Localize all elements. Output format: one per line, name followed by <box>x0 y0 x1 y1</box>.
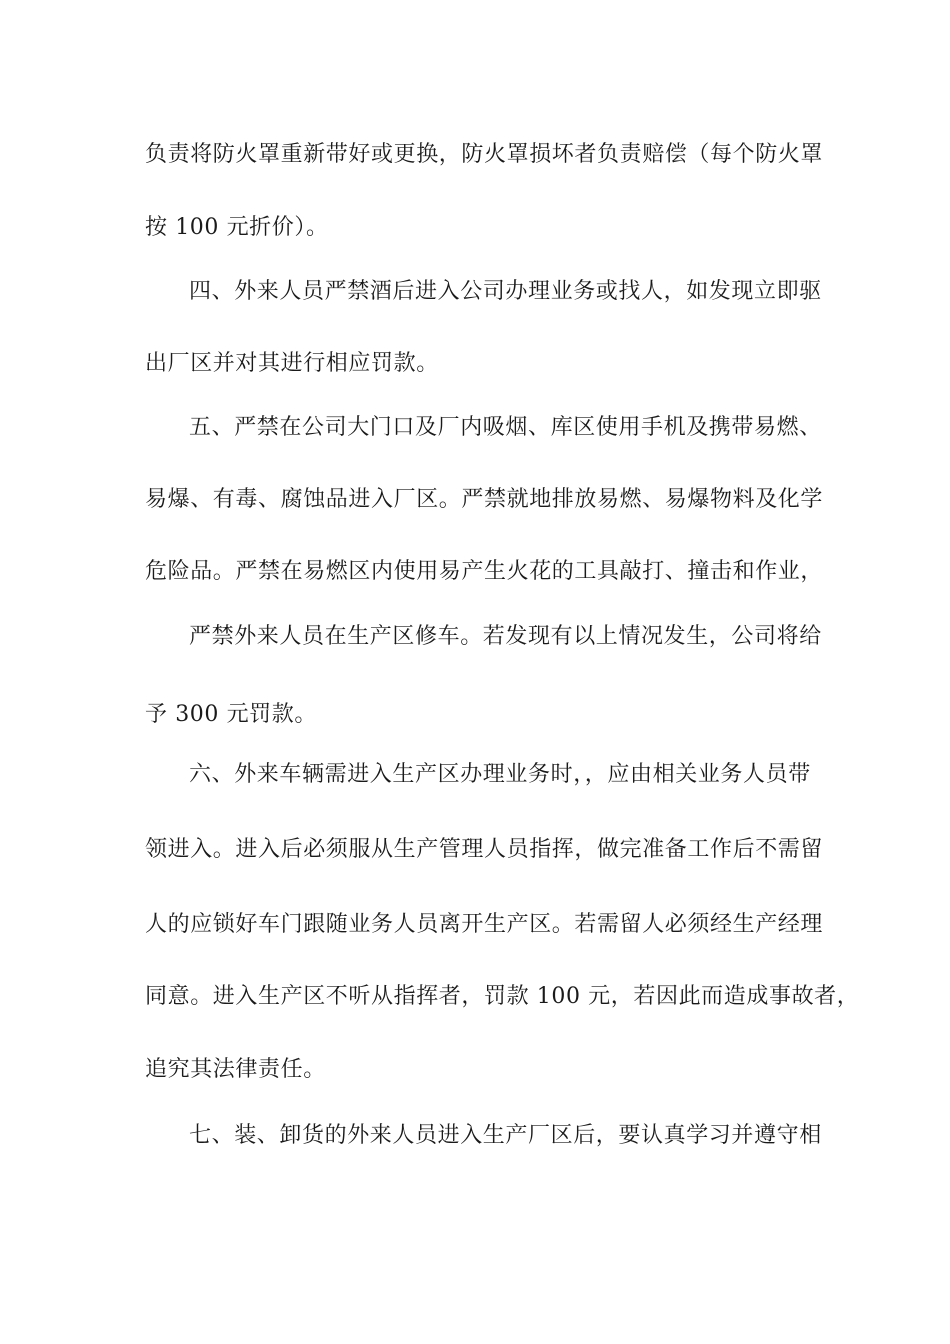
text-line: 人的应锁好车门跟随业务人员离开生产区。若需留人必须经生产经理 <box>145 912 824 937</box>
text-line: 同意。进入生产区不听从指挥者，罚款 100 元，若因此而造成事故者， <box>145 984 860 1009</box>
text-line: 危险品。严禁在易燃区内使用易产生火花的工具敲打、撞击和作业， <box>145 559 824 584</box>
text-line: 出厂区并对其进行相应罚款。 <box>145 351 439 376</box>
paragraph-six-start: 六、外来车辆需进入生产区办理业务时，，应由相关业务人员带 <box>189 762 811 787</box>
paragraph-four-start: 四、外来人员严禁酒后进入公司办理业务或找人，如发现立即驱 <box>189 279 822 304</box>
paragraph-seven-start: 七、装、卸货的外来人员进入生产厂区后，要认真学习并遵守相 <box>189 1123 822 1148</box>
text-line: 严禁外来人员在生产区修车。若发现有以上情况发生，公司将给 <box>189 624 822 649</box>
text-line: 领进入。进入后必须服从生产管理人员指挥，做完准备工作后不需留 <box>145 837 824 862</box>
paragraph-five-start: 五、严禁在公司大门口及厂内吸烟、库区使用手机及携带易燃、 <box>189 415 822 440</box>
text-line: 予 300 元罚款。 <box>145 702 317 727</box>
text-line: 按 100 元折价）。 <box>145 215 329 240</box>
text-line: 追究其法律责任。 <box>145 1057 326 1082</box>
text-line: 易爆、有毒、腐蚀品进入厂区。严禁就地排放易燃、易爆物料及化学 <box>145 487 824 512</box>
text-line: 负责将防火罩重新带好或更换，防火罩损坏者负责赔偿（每个防火罩 <box>145 142 824 167</box>
